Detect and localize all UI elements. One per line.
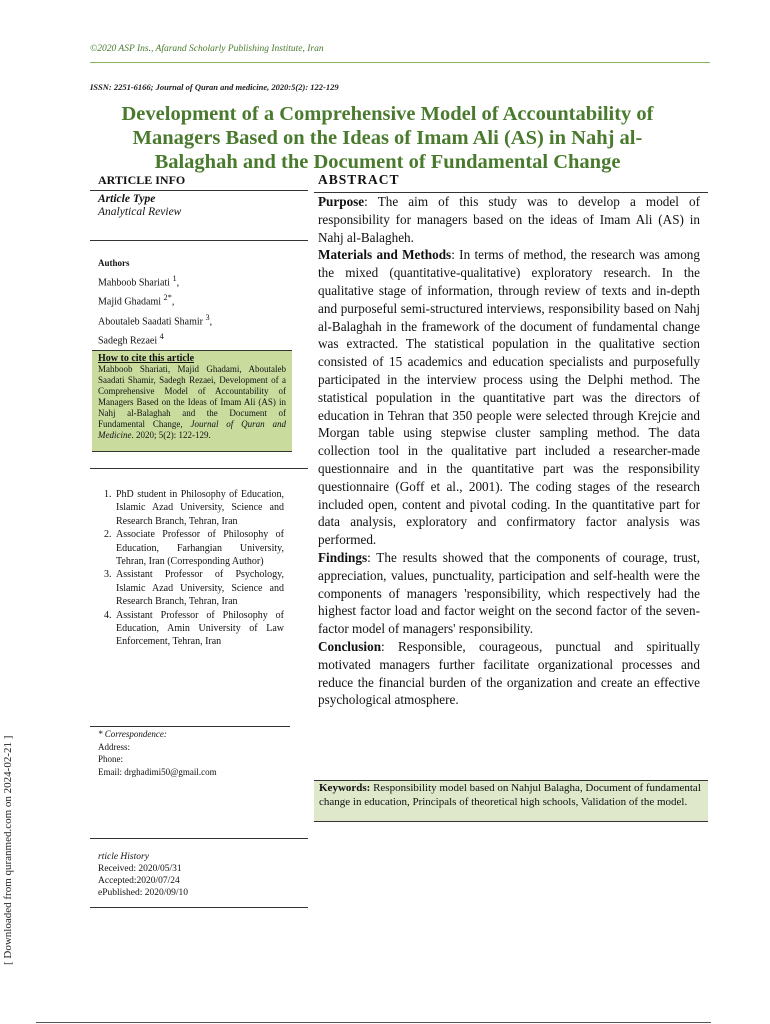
abstract-heading: ABSTRACT xyxy=(318,172,400,187)
history-accepted: Accepted:2020/07/24 xyxy=(98,876,180,886)
correspondence-phone: Phone: xyxy=(98,754,124,764)
history-heading: rticle History xyxy=(98,852,149,862)
divider xyxy=(90,838,308,839)
history-published: ePublished: 2020/09/10 xyxy=(98,888,188,898)
affiliation-item: 4. Assistant Professor of Philosophy of Education, Amin University of Law Enforcement, Tehran, Iran xyxy=(104,609,284,648)
correspondence-email: Email: drghadimi50@gmail.com xyxy=(98,766,217,777)
divider xyxy=(90,240,308,241)
article-type-value: Analytical Review xyxy=(98,206,182,218)
abstract-conclusion: Conclusion: Responsible, courageous, punctual and spiritually motivated managers further facilitate organizational processes and reduce the financial burden of the organization and create an effective psychological atmosphere. xyxy=(318,638,700,708)
author-item: Sadegh Rezaei $^4$ xyxy=(98,331,164,347)
header-divider xyxy=(90,62,710,63)
keywords-label: Keywords: xyxy=(319,782,371,794)
footer-rule xyxy=(36,1022,711,1023)
abstract-methods: Materials and Methods: In terms of method, the research was among the mixed (quantitative-qualitative) exploratory research. In the qualitative stage of information, through review of texts and in-depth and purposeful semi-structured interviews, responsibility based on Nahj al-Balaghah in the framework of the document of fundamental change was extracted. The statistical population in the qualitative section consisted of 15 academics and education specialists and purposefully participated in the interview process using the Delphi method. The statistical population in the quantitative part was the directors of education in Tehran that 350 people were selected through Krejcie and Morgan table using stepwise cluster sampling method. The data collection tool in the qualitative part included a researcher-made questionnaire and in the quantitative part was the responsibility questionnaire (Goff et al., 2001). The coding stages of the research included open, content and pivotal coding. In the quantitative part for data analysis, exploratory and confirmatory factor analysis was performed. xyxy=(318,247,700,548)
issn-line: ISSN: 2251-6166; Journal of Quran and medicine, 2020:5(2): 122-129 xyxy=(90,82,339,92)
divider xyxy=(90,726,290,727)
article-info-heading: ARTICLE INFO xyxy=(98,173,186,187)
history-received: Received: 2020/05/31 xyxy=(98,864,182,874)
correspondence-address: Address: xyxy=(98,741,130,752)
divider xyxy=(90,468,308,469)
copyright-line: ©2020 ASP Ins., Afarand Scholarly Publishing Institute, Iran xyxy=(90,44,324,54)
authors-label: Authors xyxy=(98,258,130,268)
author-item: Majid Ghadami $^{2*}$, xyxy=(98,293,175,308)
abstract-body xyxy=(318,193,700,709)
correspondence-block xyxy=(98,728,217,778)
article-type-label: Article Type xyxy=(98,193,156,205)
affiliations-list xyxy=(104,488,284,649)
author-item: Aboutaleb Saadati Shamir $^3$, xyxy=(98,312,213,327)
divider xyxy=(90,907,308,908)
authors-block xyxy=(98,256,212,348)
affiliation-item: 1. PhD student in Philosophy of Education, Islamic Azad University, Science and Research Branch, Tehran, Iran xyxy=(104,489,284,527)
article-history-block xyxy=(98,851,188,899)
how-to-cite-box xyxy=(92,350,292,452)
affiliation-item: 3. Assistant Professor of Psychology, Islamic Azad University, Science and Research Branch, Tehran, Iran xyxy=(104,569,284,608)
keywords-box xyxy=(314,780,708,822)
article-title: Development of a Comprehensive Model of Accountability of Managers Based on the Ideas of Imam Ali (AS) in Nahj al-Balaghah and the Document of Fundamental Change xyxy=(121,103,654,173)
abstract-findings: Findings: The results showed that the components of courage, trust, appreciation, values, punctuality, participation and self-health were the components of managers 'responsibility, which respectively had the highest factor load and factor weight on the second factor of the seven-factor model of managers' responsibility. xyxy=(318,549,700,637)
download-watermark: [ Downloaded from quranmed.com on 2024-02-21 ] xyxy=(2,735,14,965)
author-item: Mahboob Shariati $^1$, xyxy=(98,274,180,289)
keywords-text: Responsibility model based on Nahjul Balagha, Document of fundamental change in education, Principals of theoretical high schools, Validation of the model. xyxy=(319,782,701,808)
citation-text: Mahboob Shariati, Majid Ghadami, Aboutaleb Saadati Shamir, Sadegh Rezaei, Development of a Comprehensive Model of Accountability of Managers Based on the Ideas of Imam Ali (AS) in Nahj al-Balaghah and the Document of Fundamental Change, Journal of Quran and Medicine. 2020; 5(2): 122-129. xyxy=(98,364,287,440)
correspondence-heading: * Correspondence: xyxy=(98,729,167,739)
abstract-purpose: Purpose: The aim of this study was to develop a model of responsibility for managers based on the ideas of Imam Ali (AS) in Nahj al-Balagheh. xyxy=(318,194,700,245)
how-to-cite-heading: How to cite this article xyxy=(98,353,195,364)
article-info-rule xyxy=(90,190,308,191)
affiliation-item: 2. Associate Professor of Philosophy of Education, Farhangian University, Tehran, Iran (Corresponding Author) xyxy=(104,529,284,568)
